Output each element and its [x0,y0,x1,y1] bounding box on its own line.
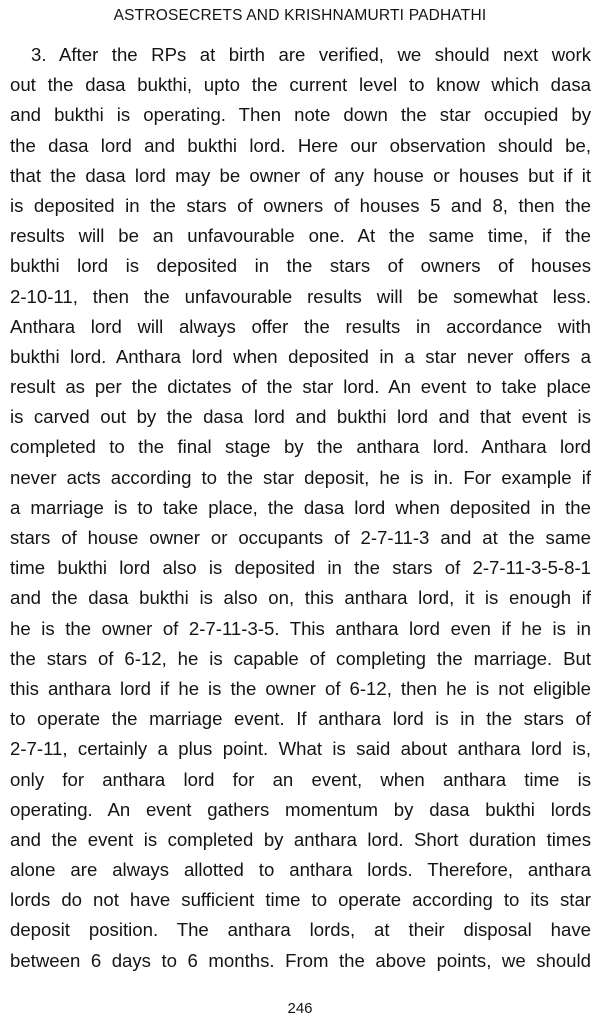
body-paragraph [10,40,591,976]
text-line: lords do not have sufficient time to operate according to its star [10,889,591,911]
running-header: ASTROSECRETS AND KRISHNAMURTI PADHATHI [113,7,487,24]
text-line: and bukthi is operating. Then note down the star occupied by [10,104,591,126]
text-line: deposit position. The anthara lords, at their disposal have [10,919,591,941]
text-line: alone are always allotted to anthara lords. Therefore, anthara [10,859,591,881]
text-line: between 6 days to 6 months. From the above points, we should [10,949,591,971]
text-line: the stars of 6-12, he is capable of completing the marriage. But [10,647,591,669]
text-line: 2-7-11, certainly a plus point. What is said about anthara lord is, [10,738,591,760]
text-line: completed to the final stage by the anthara lord. Anthara lord [10,436,591,458]
text-line: this anthara lord if he is the owner of 6-12, then he is not eligible [10,677,591,699]
text-line: he is the owner of 2-7-11-3-5. This anthara lord even if he is in [10,617,591,639]
text-line: and the event is completed by anthara lord. Short duration times [10,828,591,850]
text-line: and the dasa bukthi is also on, this anthara lord, it is enough if [10,587,591,609]
text-line: never acts according to the star deposit, he is in. For example if [10,466,591,488]
text-line: Anthara lord will always offer the results in accordance with [10,315,591,337]
text-line: operating. An event gathers momentum by dasa bukthi lords [10,798,591,820]
text-line: stars of house owner or occupants of 2-7-11-3 and at the same [10,527,591,548]
text-line: 3. After the RPs at birth are verified, we should next work [31,44,591,65]
text-line: bukthi lord is deposited in the stars of owners of houses [10,255,591,277]
text-line: only for anthara lord for an event, when anthara time is [10,768,591,790]
text-line: a marriage is to take place, the dasa lord when deposited in the [10,496,591,518]
text-line: time bukthi lord also is deposited in the stars of 2-7-11-3-5-8-1 [10,557,591,579]
text-line: result as per the dictates of the star lord. An event to take place [10,376,591,398]
text-line: is deposited in the stars of owners of houses 5 and 8, then the [10,194,591,216]
text-line: the dasa lord and bukthi lord. Here our observation should be, [10,134,591,156]
text-line: bukthi lord. Anthara lord when deposited in a star never offers a [10,345,591,367]
text-line: is carved out by the dasa lord and bukthi lord and that event is [10,406,591,428]
text-line: results will be an unfavourable one. At the same time, if the [10,225,591,247]
text-line: 2-10-11, then the unfavourable results will be somewhat less. [10,285,591,307]
text-line: to operate the marriage event. If anthara lord is in the stars of [10,708,591,730]
page-number: 246 [287,1000,313,1017]
text-line: that the dasa lord may be owner of any house or houses but if it [10,164,591,186]
text-line: out the dasa bukthi, upto the current level to know which dasa [10,74,591,96]
